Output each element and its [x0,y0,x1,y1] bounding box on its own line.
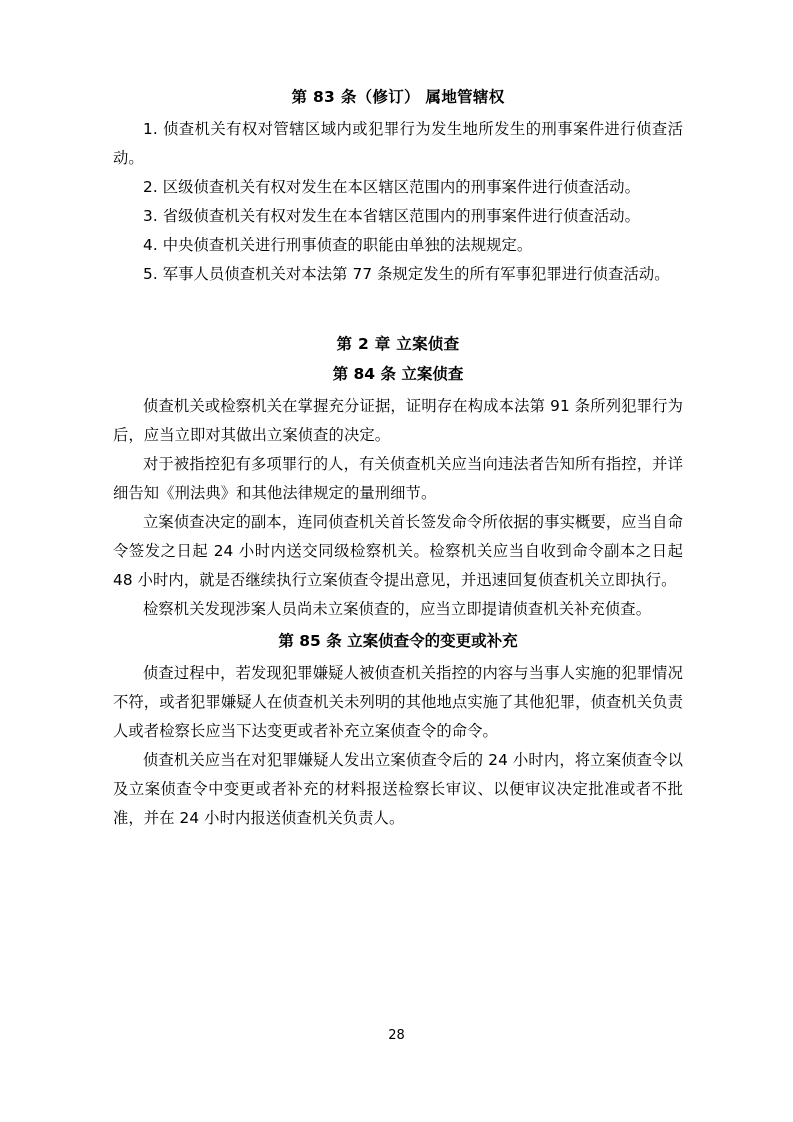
chapter-2-heading: 第 2 章 立案侦查 [336,335,460,354]
article-83-item-4: 4. 中央侦查机关进行刑事侦查的职能由单独的法规规定。 [143,236,533,255]
page-number: 28 [388,1028,405,1043]
article-83-item-5: 5. 军事人员侦查机关对本法第 77 条规定发生的所有军事犯罪进行侦查活动。 [143,265,670,284]
article-85-paragraph-2: 侦查机关应当在对犯罪嫌疑人发出立案侦查令后的 24 小时内，将立案侦查令以及立案侦查令中变更或者补充的材料报送检察长审议、以便审议决定批准或者不批准，并在 24 小时内报送侦查机关负责人。 [113,751,683,827]
article-84-paragraph-3: 立案侦查决定的副本，连同侦查机关首长签发命令所依据的事实概要，应当自命令签发之日起 24 小时内送交同级检察机关。检察机关应当自收到命令副本之日起 48 小时内，就是否继续执行立案侦查令提出意见，并迅速回复侦查机关立即执行。 [113,512,683,589]
article-85-heading: 第 85 条 立案侦查令的变更或补充 [278,631,518,650]
article-84-block [113,363,683,624]
article-84-paragraph-2: 对于被指控犯有多项罪行的人，有关侦查机关应当向违法者告知所有指控，并详细告知《刑法典》和其他法律规定的量刑细节。 [113,454,683,502]
article-83-item-1: 1. 侦查机关有权对管辖区域内或犯罪行为发生地所发生的刑事案件进行侦查活动。 [113,120,683,168]
article-83-item-2: 2. 区级侦查机关有权对发生在本区辖区范围内的刑事案件进行侦查活动。 [143,178,641,197]
article-83-item-3: 3. 省级侦查机关有权对发生在本省辖区范围内的刑事案件进行侦查活动。 [143,207,641,226]
article-83-block [113,86,683,289]
page-content [113,86,683,833]
article-84-heading: 第 84 条 立案侦查 [332,364,464,383]
article-83-heading: 第 83 条（修订） 属地管辖权 [291,88,505,106]
chapter-2-block [113,333,683,356]
article-85-paragraph-1: 侦查过程中，若发现犯罪嫌疑人被侦查机关指控的内容与当事人实施的犯罪情况不符，或者犯罪嫌疑人在侦查机关未列明的其他地点实施了其他犯罪，侦查机关负责人或者检察长应当下达变更或者补充立案侦查令的命令。 [113,664,683,740]
article-84-paragraph-1: 侦查机关或检察机关在掌握充分证据，证明存在构成本法第 91 条所列犯罪行为后，应当立即对其做出立案侦查的决定。 [113,396,683,444]
article-84-paragraph-4: 检察机关发现涉案人员尚未立案侦查的，应当立即提请侦查机关补充侦查。 [143,599,652,618]
article-85-block [113,630,683,833]
